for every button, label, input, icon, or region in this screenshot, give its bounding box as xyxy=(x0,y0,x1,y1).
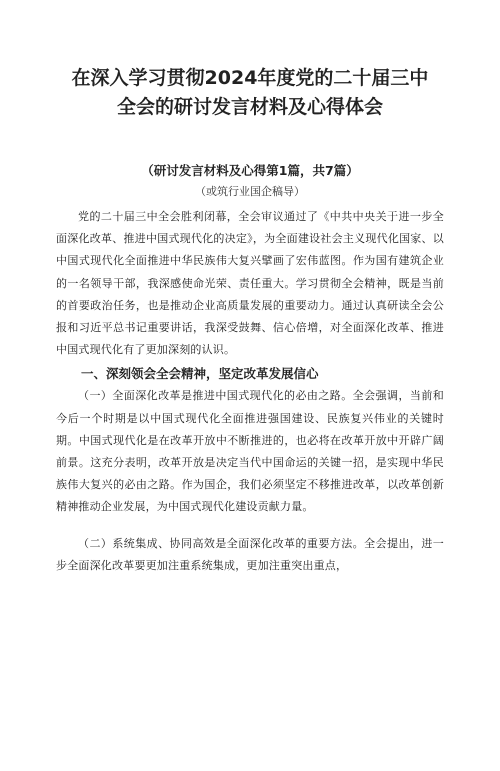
intro-paragraph: 党的二十届三中全会胜利闭幕，全会审议通过了《中共中央关于进一步全面深化改革、推进中国式现代化的决定》，为全面建设社会主义现代化国家、以中国式现代化全面推进中华民族伟大复兴擘画了宏伟蓝图。作为国有建筑企业的一名领导干部，我深感使命光荣、责任重大。学习贯彻全会精神，既是当前的首要政治任务，也是推动企业高质量发展的重要动力。通过认真研读全会公报和习近平总书记重要讲话，我深受鼓舞、信心倍增，对全面深化改革、推进中国式现代化有了更加深刻的认识。 xyxy=(56,210,444,357)
title-line-1: 在深入学习贯彻2024年度党的二十届三中 xyxy=(71,67,429,89)
section-1-paragraph-2: （二）系统集成、协同高效是全面深化改革的重要方法。全会提出，进一步全面深化改革要更加注重系统集成，更加注重突出重点， xyxy=(56,536,444,572)
document-author: （或筑行业国企稿导） xyxy=(195,185,305,198)
document-page xyxy=(0,64,500,771)
document-subtitle: （研讨发言材料及心得第1篇，共7篇） xyxy=(141,163,359,178)
section-1-paragraph-1: （一）全面深化改革是推进中国式现代化的必由之路。全会强调，当前和今后一个时期是以中国式现代化全面推进强国建设、民族复兴伟业的关键时期。中国式现代化是在改革开放中不断推进的，也必将在改革开放中开辟广阔前景。这充分表明，改革开放是决定当代中国命运的关键一招，是实现中华民族伟大复兴的必由之路。作为国企，我们必须坚定不移推进改革，以改革创新精神推动企业发展，为中国式现代化建设贡献力量。 xyxy=(56,389,444,514)
section-1-heading: 一、深刻领会全会精神，坚定改革发展信心 xyxy=(81,366,319,382)
title-line-2: 全会的研讨发言材料及心得体会 xyxy=(116,96,383,118)
document-title xyxy=(56,64,444,122)
